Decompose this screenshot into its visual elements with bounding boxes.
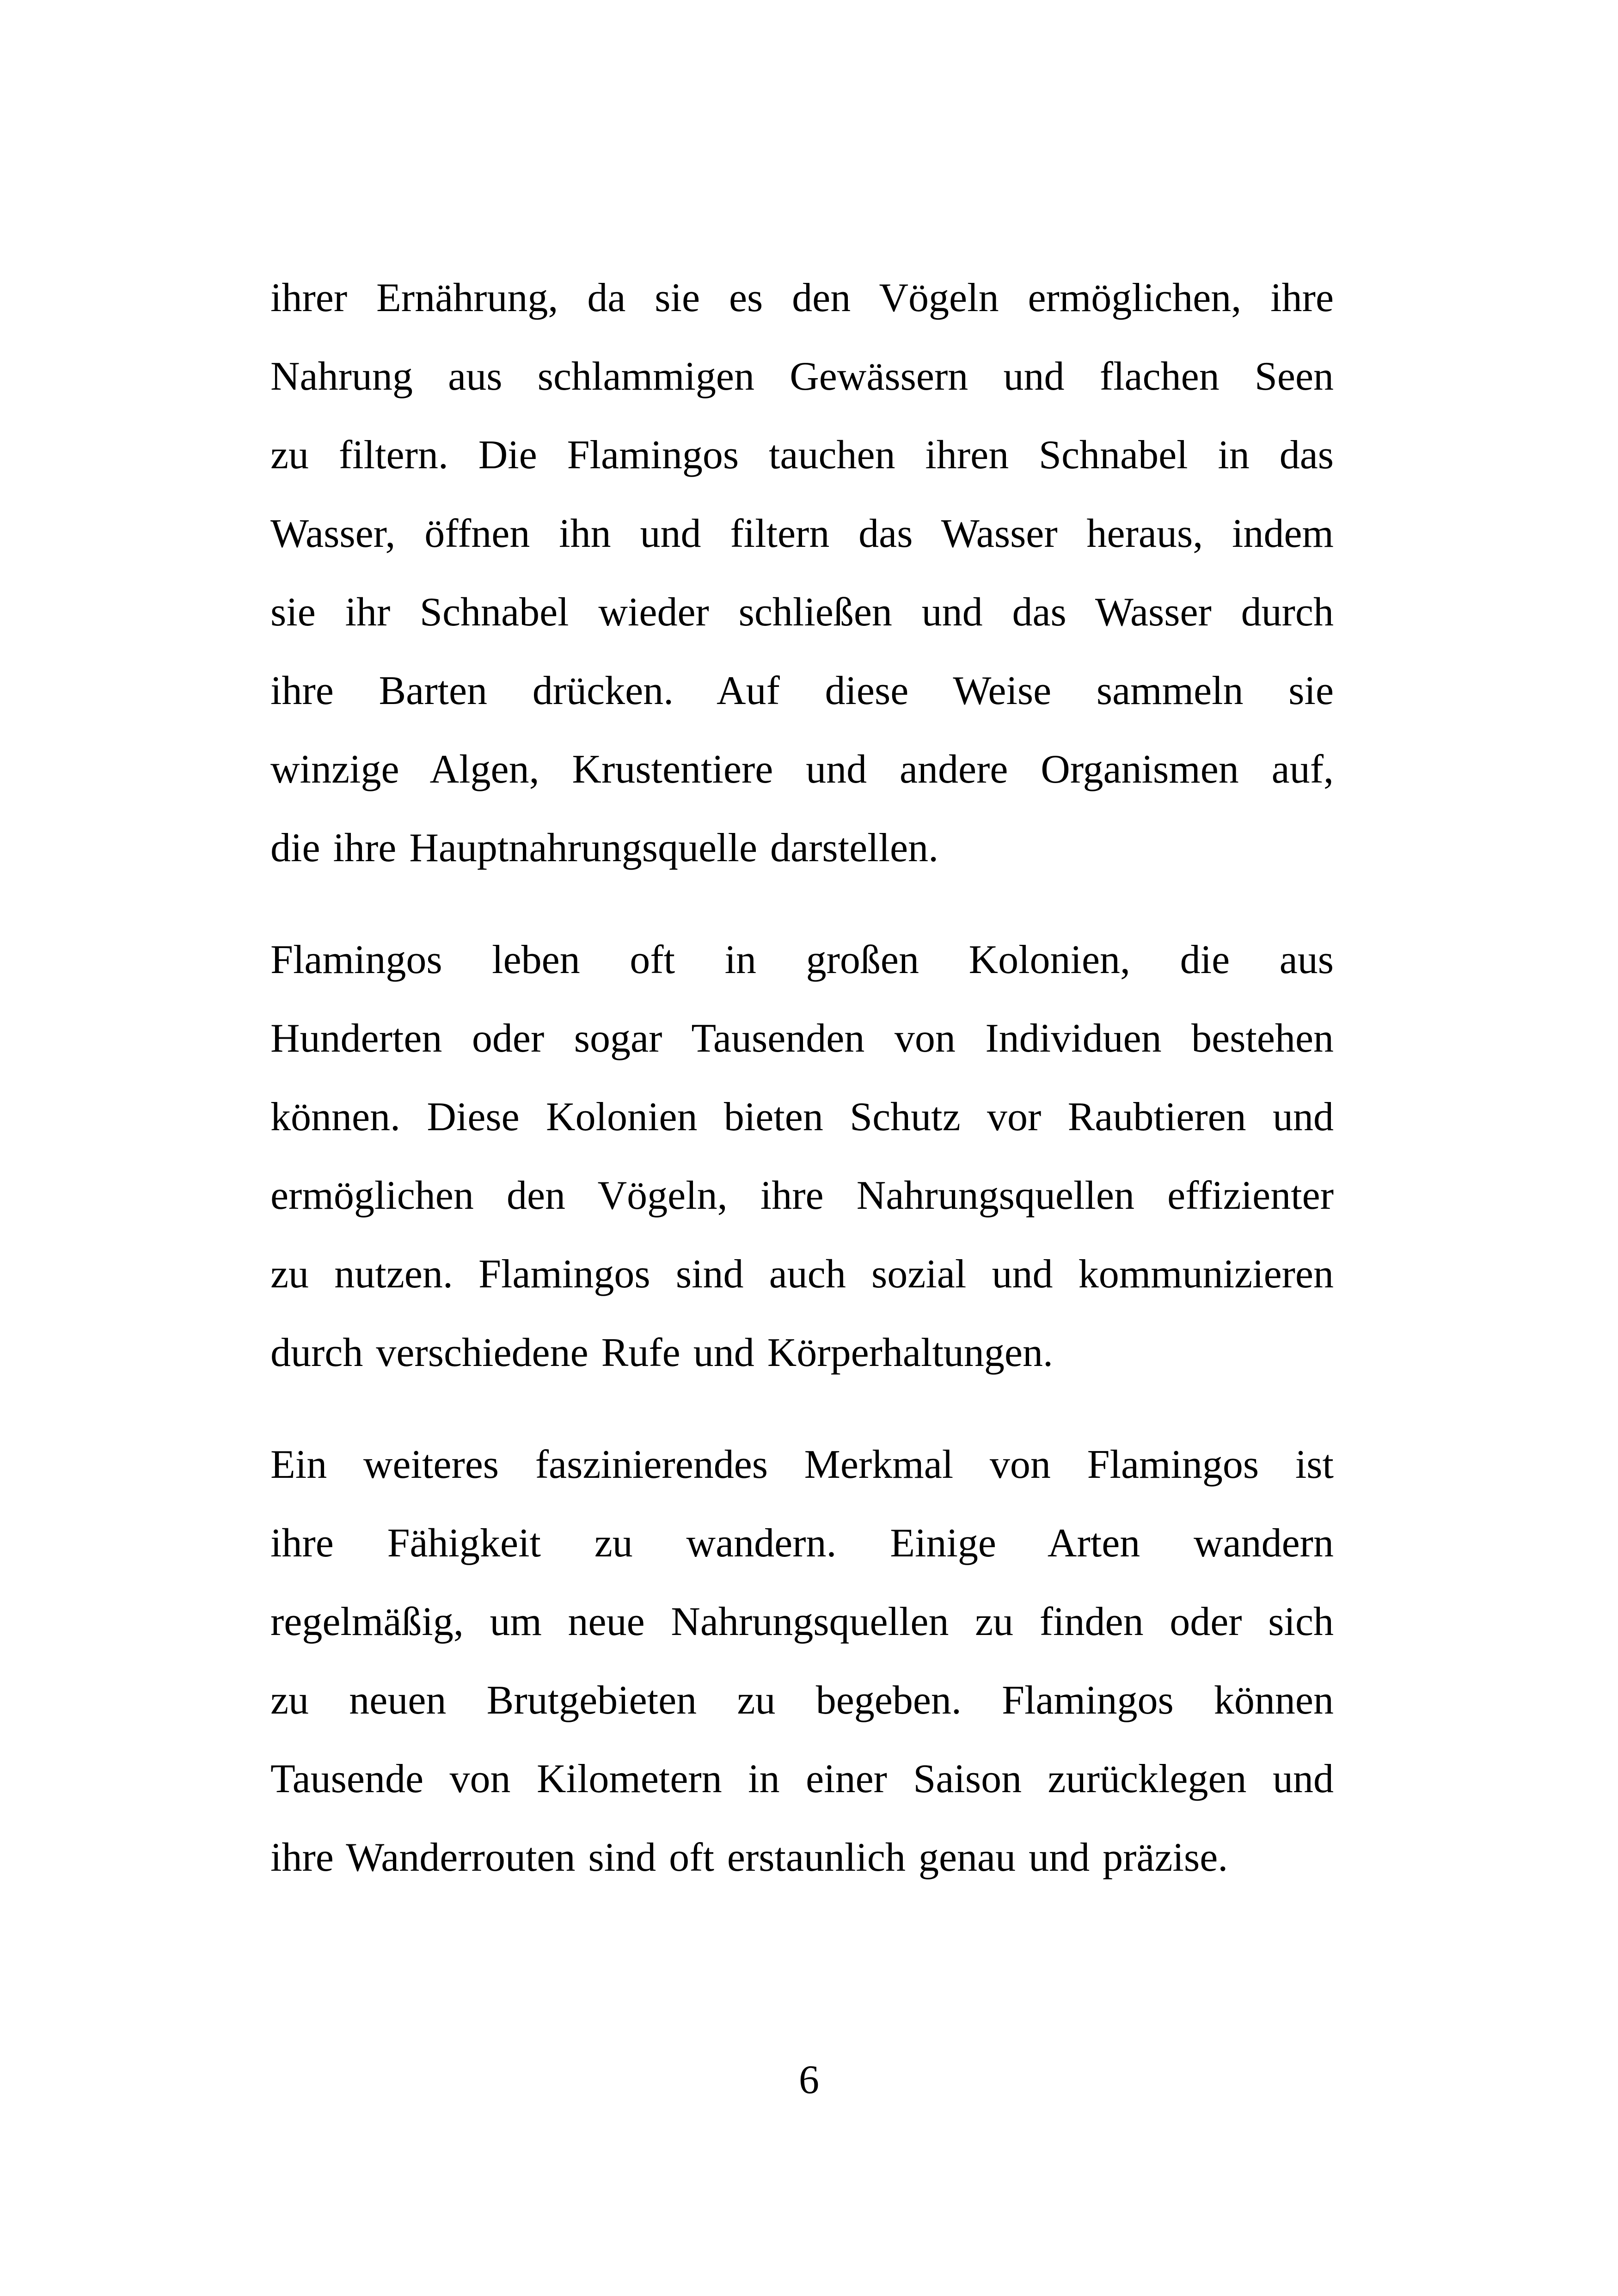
paragraph [270, 1426, 1334, 1897]
text-line: zu filtern. Die Flamingos tauchen ihren Schnabel in das [270, 433, 1334, 478]
page-number: 6 [799, 2057, 819, 2102]
text-line: winzige Algen, Krustentiere und andere Organismen auf, [270, 747, 1334, 792]
text-line: ihre Barten drücken. Auf diese Weise sammeln sie [270, 668, 1334, 713]
text-line: die ihre Hauptnahrungsquelle darstellen. [270, 826, 939, 870]
text-line: Flamingos leben oft in großen Kolonien, die aus [270, 937, 1334, 982]
text-line: ermöglichen den Vögeln, ihre Nahrungsquellen effizienter [270, 1173, 1334, 1218]
text-line: ihre Wanderrouten sind oft erstaunlich genau und präzise. [270, 1835, 1228, 1880]
text-line: zu neuen Brutgebieten zu begeben. Flamingos können [270, 1678, 1334, 1723]
text-block [270, 259, 1334, 1930]
text-line: ihre Fähigkeit zu wandern. Einige Arten wandern [270, 1521, 1334, 1566]
text-line: ihrer Ernährung, da sie es den Vögeln ermöglichen, ihre [270, 276, 1334, 320]
text-line: Nahrung aus schlammigen Gewässern und flachen Seen [270, 354, 1334, 399]
text-line: regelmäßig, um neue Nahrungsquellen zu finden oder sich [270, 1599, 1334, 1644]
text-line: können. Diese Kolonien bieten Schutz vor Raubtieren und [270, 1095, 1334, 1139]
paragraph [270, 921, 1334, 1392]
text-line: Tausende von Kilometern in einer Saison zurücklegen und [270, 1757, 1334, 1801]
paragraph [270, 259, 1334, 888]
text-line: zu nutzen. Flamingos sind auch sozial und kommunizieren [270, 1252, 1334, 1297]
text-line: Hunderten oder sogar Tausenden von Individuen bestehen [270, 1016, 1334, 1061]
text-line: durch verschiedene Rufe und Körperhaltungen. [270, 1330, 1053, 1375]
text-line: Ein weiteres faszinierendes Merkmal von Flamingos ist [270, 1442, 1334, 1487]
text-line: sie ihr Schnabel wieder schließen und das Wasser durch [270, 590, 1334, 635]
text-line: Wasser, öffnen ihn und filtern das Wasser heraus, indem [270, 511, 1334, 556]
